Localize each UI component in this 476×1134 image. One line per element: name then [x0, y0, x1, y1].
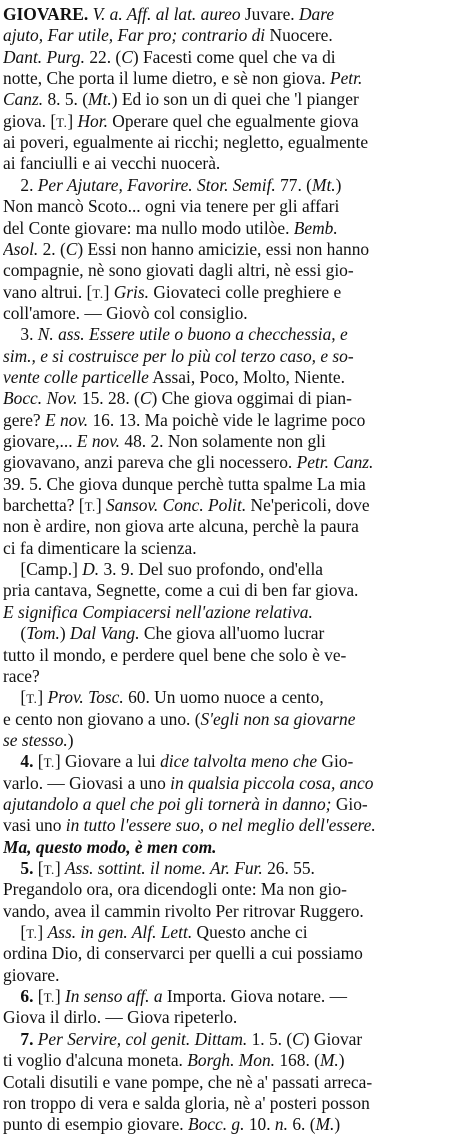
text-run: Mt. — [88, 89, 112, 110]
text-run: ] — [67, 110, 78, 131]
text-run: ] — [103, 281, 114, 302]
text-line — [3, 217, 473, 240]
text-run: Prov. Tosc. — [47, 687, 124, 708]
text-line — [3, 1049, 473, 1072]
text-line — [3, 729, 473, 752]
text-run: Dal Vang. — [70, 623, 140, 644]
text-run: vasi uno — [3, 815, 66, 836]
text-run: ] — [37, 922, 48, 943]
text-line — [3, 622, 473, 645]
text-run: M. — [315, 1114, 335, 1134]
text-run: Bemb. — [293, 217, 338, 238]
text-run: Bocc. g. — [187, 1114, 245, 1134]
text-run: 15. 28. ( — [77, 388, 140, 409]
text-run: Pregandolo ora, ora dicendogli onte: Ma non gio- — [3, 879, 347, 900]
text-line — [3, 601, 473, 624]
text-run: N. ass. Essere utile o buono a checchessia, e — [37, 324, 348, 345]
text-run: 4. — [3, 751, 38, 772]
text-run: ) — [334, 1114, 341, 1134]
text-run: notte, Che porta il lume dietro, e sè non giova. — [3, 68, 330, 89]
text-run: Ass. in gen. Alf. Lett. — [47, 922, 193, 943]
text-run: ai poveri, egualmente ai ricchi; negletto, egualmente — [3, 132, 369, 153]
text-line — [3, 900, 473, 923]
text-run: race? — [3, 665, 40, 686]
text-line — [3, 772, 473, 795]
text-line — [3, 281, 473, 304]
text-run: 77. ( — [275, 174, 312, 195]
text-run: ] — [95, 495, 106, 516]
text-run: Gris. — [113, 281, 149, 302]
text-run: in tutto l'essere suo, o nel meglio dell'essere. — [65, 815, 376, 836]
text-line — [3, 494, 473, 517]
text-run: ai fanciulli e ai vecchi nuocerà. — [3, 153, 221, 174]
text-run: coll'amore. — Giovò col consiglio. — [3, 302, 248, 323]
text-run: Non mancò Scoto... ogni via tenere per gli affari — [3, 196, 340, 217]
text-line — [3, 1113, 473, 1134]
text-run: Ne'pericoli, dove — [246, 495, 370, 516]
text-line — [3, 46, 473, 69]
text-run: T. — [43, 990, 55, 1006]
text-line — [3, 579, 473, 602]
text-run: Hor. — [77, 110, 108, 131]
text-run: [Camp.] — [3, 559, 83, 580]
text-line — [3, 366, 473, 389]
text-run: vando, avea il cammin rivolto Per ritrovar Ruggero. — [3, 900, 364, 921]
text-run: 26. 55. — [262, 858, 315, 878]
text-run: Importa. Giova notare. — — [162, 986, 348, 1007]
text-run: Borgh. Mon. — [187, 1050, 276, 1071]
text-line — [3, 985, 473, 1008]
text-run: tutto il mondo, e perdere quel bene che solo è ve- — [3, 644, 347, 665]
text-run: varlo. — Giovasi a uno — [3, 772, 171, 793]
text-line — [3, 1006, 473, 1029]
text-run: Per Servire, col genit. Dittam. — [37, 1028, 248, 1049]
text-run: C — [65, 238, 78, 259]
text-run: 60. Un uomo nuoce a cento, — [123, 687, 324, 708]
text-line — [3, 878, 473, 901]
text-run: Mt. — [311, 174, 336, 195]
text-run: ] — [54, 858, 65, 878]
text-line — [3, 644, 473, 667]
text-line — [3, 88, 473, 111]
text-line — [3, 708, 473, 731]
text-line — [3, 686, 473, 709]
text-run: ] — [37, 687, 48, 708]
text-line — [3, 558, 473, 581]
text-line — [3, 1071, 473, 1094]
text-run: giovare. — [3, 964, 60, 985]
text-line — [3, 174, 473, 197]
text-line — [3, 195, 473, 218]
text-run: giovare,... — [3, 431, 77, 451]
text-run: M. — [319, 1050, 339, 1071]
text-run: C — [139, 388, 152, 409]
text-run: 7. — [3, 1028, 38, 1049]
text-run: 10. — [244, 1114, 275, 1134]
text-run: Dare — [299, 4, 335, 24]
text-run: [ — [37, 858, 44, 878]
text-run: ) Essi non hanno amicizie, essi non hanno — [77, 238, 370, 259]
text-run: 8. 5. ( — [43, 89, 89, 110]
text-run: V. a. Aff. al lat. aureo — [92, 4, 241, 24]
text-run: Petr. — [329, 68, 363, 89]
text-run: barchetta? [ — [3, 495, 85, 516]
text-run: vano altrui. [ — [3, 281, 93, 302]
text-run: punto di esempio giovare. — [3, 1114, 188, 1134]
text-run: Per Ajutare, Favorire. Stor. Semif. — [37, 174, 276, 195]
text-line — [3, 921, 473, 944]
text-run: Questo anche ci — [192, 922, 308, 943]
text-run: GIOVARE. — [3, 4, 89, 24]
text-run: ) — [335, 174, 342, 195]
text-run: 3. 9. Del suo profondo, ond'ella — [99, 559, 324, 580]
text-line — [3, 110, 473, 133]
text-line — [3, 1092, 473, 1115]
text-line — [3, 964, 473, 987]
text-run: T. — [26, 926, 38, 942]
text-line — [3, 302, 473, 325]
text-line — [3, 409, 473, 432]
text-run: ron troppo di vera e salda gloria, nè a' posteri posson — [3, 1092, 370, 1113]
text-run: T. — [43, 755, 55, 771]
text-line — [3, 3, 473, 26]
text-run: [ — [3, 687, 27, 708]
text-run: [ — [37, 986, 44, 1007]
text-run: Che giova all'uomo lucrar — [139, 623, 325, 644]
text-run: ( — [3, 623, 27, 644]
text-run: Canz. — [3, 89, 44, 110]
text-run: 2. ( — [38, 238, 66, 259]
text-run: Ass. sottint. il nome. Ar. Fur. — [64, 858, 263, 878]
text-run: compagnie, nè sono giovati dagli altri, nè essi gio- — [3, 260, 354, 281]
text-run: E significa Compiacersi nell'azione relativa. — [3, 601, 313, 622]
text-run: Nuocere. — [265, 25, 333, 46]
text-line — [3, 67, 473, 90]
text-run: Gio- — [331, 793, 368, 814]
text-run: se stesso. — [3, 729, 68, 750]
text-line — [3, 1028, 473, 1051]
text-run: ) — [67, 729, 74, 750]
text-line — [3, 131, 473, 154]
text-line — [3, 942, 473, 965]
text-run: [ — [3, 922, 27, 943]
text-run: 6. ( — [287, 1114, 316, 1134]
text-line — [3, 750, 473, 773]
text-run: Asol. — [3, 238, 39, 259]
text-run: ] — [54, 986, 65, 1007]
text-line — [3, 665, 473, 688]
text-run: 168. ( — [275, 1050, 320, 1071]
text-line — [3, 451, 473, 474]
text-run: Giova il dirlo. — Giova ripeterlo. — [3, 1007, 238, 1028]
text-run: ti voglio d'alcuna moneta. — [3, 1050, 188, 1071]
text-run: gere? — [3, 409, 45, 430]
text-run: E nov. — [76, 431, 121, 451]
text-run: S'egli non sa giovarne — [200, 708, 356, 729]
text-line — [3, 24, 473, 47]
text-line — [3, 836, 473, 859]
text-run: giovavano, anzi pareva che gli nocessero. — [3, 452, 297, 473]
text-run: giova. [ — [3, 110, 57, 131]
text-run: T. — [43, 862, 55, 877]
text-run: ordina Dio, di conservarci per quelli a cui possiamo — [3, 943, 363, 964]
text-line — [3, 238, 473, 261]
text-run: ] Giovare a lui — [54, 751, 161, 772]
text-run: e cento non giovano a uno. ( — [3, 708, 201, 729]
text-line — [3, 814, 473, 837]
text-run: Tom. — [26, 623, 60, 644]
text-run: 6. — [3, 986, 38, 1007]
text-run: C — [292, 1028, 304, 1049]
text-run: sim., e si costruisce per lo più col terzo caso, e so- — [3, 345, 354, 366]
text-run: T. — [92, 285, 104, 301]
text-line — [3, 537, 473, 560]
text-run: Bocc. Nov. — [3, 388, 78, 409]
text-run: Sansov. Conc. Polit. — [105, 495, 247, 516]
text-run: E nov. — [45, 409, 89, 430]
text-line — [3, 793, 473, 816]
text-run: 39. 5. Che giova dunque perchè tutta spalme La mia — [3, 473, 366, 494]
text-run: 16. 13. Ma poichè vide le lagrime poco — [88, 409, 366, 430]
text-run: 5. — [3, 858, 38, 878]
text-run: T. — [26, 691, 38, 707]
text-run: Giovateci colle preghiere e — [149, 281, 342, 302]
text-run: ) — [338, 1050, 345, 1071]
text-run: del Conte giovare: ma nullo modo utilòe. — [3, 217, 294, 238]
text-line — [3, 857, 473, 880]
text-run: ) Che giova oggimai di pian- — [151, 388, 352, 409]
text-line — [3, 152, 473, 175]
text-line — [3, 387, 473, 410]
text-run: Dant. Purg. — [3, 46, 85, 67]
text-run: ci fa dimenticare la scienza. — [3, 537, 197, 558]
text-run: non è ardire, non giova arte alcuna, perchè la paura — [3, 516, 359, 537]
text-run: Ma, questo modo, è men com. — [3, 836, 217, 857]
text-run: 2. — [3, 174, 38, 195]
text-run: T. — [84, 499, 96, 515]
text-run: [ — [37, 751, 44, 772]
text-run: 3. — [3, 324, 38, 345]
text-run: ) Ed io son un di quei che 'l pianger — [111, 89, 359, 110]
text-run: n. — [274, 1114, 288, 1134]
text-run: ajutandolo a quel che poi gli tornerà in danno; — [3, 793, 332, 814]
text-run: ) Giovar — [303, 1028, 363, 1049]
text-line — [3, 515, 473, 538]
text-run: Gio- — [317, 751, 354, 772]
text-line — [3, 323, 473, 346]
text-line — [3, 473, 473, 496]
text-line — [3, 259, 473, 282]
text-run: pria cantava, Segnette, come a cui di ben far giova. — [3, 580, 359, 601]
text-run: 48. 2. Non solamente non gli — [120, 431, 326, 451]
text-run: T. — [56, 114, 68, 130]
text-run: Operare quel che egualmente giova — [107, 110, 359, 131]
text-run: 1. 5. ( — [247, 1028, 293, 1049]
text-run: D. — [82, 559, 100, 580]
text-run: Petr. Canz. — [296, 452, 374, 473]
text-line — [3, 430, 473, 453]
text-run: C — [121, 46, 133, 67]
text-run: 22. ( — [84, 46, 122, 67]
text-run: Cotali disutili e vane pompe, che nè a' passati arreca- — [3, 1071, 373, 1092]
text-run: dice talvolta meno che — [160, 751, 318, 772]
text-line — [3, 345, 473, 368]
text-run: ) Facesti come quel che va di — [132, 46, 336, 67]
text-run: In senso aff. a — [64, 986, 163, 1007]
text-run: Assai, Poco, Molto, Niente. — [148, 366, 345, 387]
text-run: ) — [59, 623, 71, 644]
text-run: vente colle particelle — [3, 366, 149, 387]
text-run: Juvare. — [240, 4, 299, 24]
text-run: in qualsia piccola cosa, anco — [170, 772, 374, 793]
text-run: ajuto, Far utile, Far pro; contrario di — [3, 25, 266, 46]
